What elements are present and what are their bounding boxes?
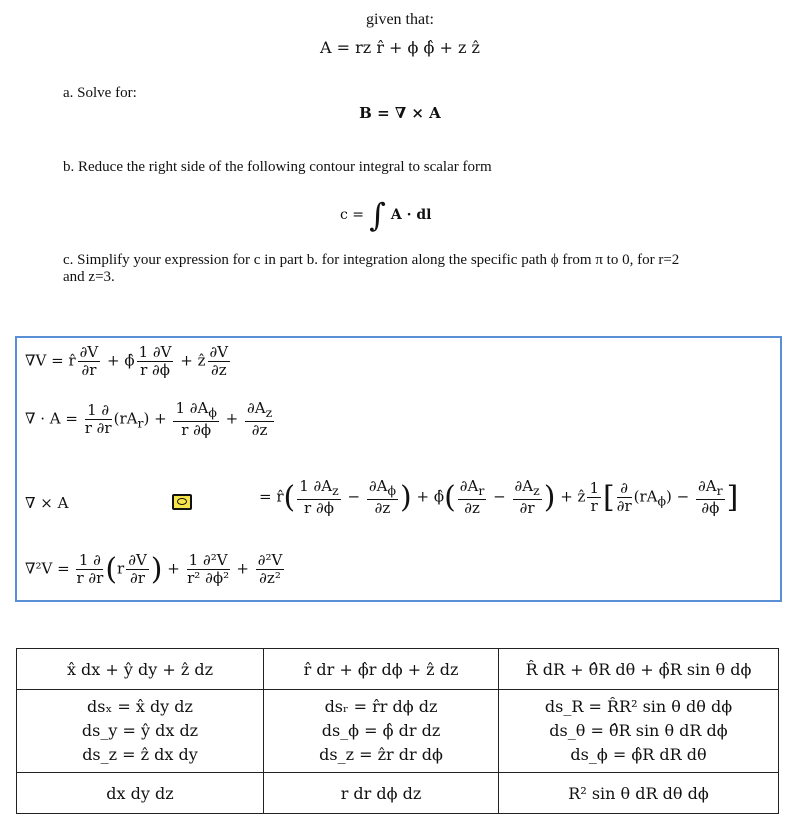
div-body: (rA: [113, 409, 138, 428]
lap-frac-1: $\frac{1 \partial}{r \partial r}$: [76, 551, 104, 587]
cell-line: ds_R = R̂R² sin θ dθ dϕ: [544, 697, 733, 716]
div-frac-2: $\frac{1 \partial A_\phi}{r \partial\phi}$: [175, 399, 217, 439]
paren: (: [105, 552, 118, 587]
vector-identities-box: [15, 336, 782, 602]
lap-lhs: ∇²V =: [25, 559, 70, 578]
lap-frac-2: $\frac{\text{1 ∂²V}}{\text{r² ∂ϕ²}}$: [187, 551, 230, 587]
differentials-table: [16, 648, 779, 814]
plus: +: [180, 351, 193, 370]
given-label: given that:: [366, 11, 434, 28]
part-b-label: b. Reduce the right side of the following contour integral to scalar form: [63, 159, 492, 175]
a-definition: A = rz r̂ + ϕ ϕ̂ + z ẑ: [320, 38, 480, 57]
part-a-equation: B = ∇ × A: [359, 104, 441, 122]
cell-line: dsᵣ = r̂r dϕ dz: [324, 697, 438, 716]
table-cell: dx dy dz: [17, 773, 264, 814]
bracket: ]: [726, 480, 739, 515]
paren: (: [444, 480, 456, 515]
plus: +: [106, 351, 120, 370]
cell-line: ds_θ = θ̂R sin θ dR dϕ: [549, 721, 728, 740]
div-lhs: ∇ · A =: [25, 409, 78, 428]
cell-line: ds_z = ẑ dx dy: [82, 745, 198, 764]
curl-unit-r: = r̂: [259, 487, 284, 506]
table-cell: R̂ dR + θ̂R dθ + ϕ̂R sin θ dϕ: [499, 649, 779, 690]
table-cell: x̂ dx + ŷ dy + ẑ dz: [17, 649, 264, 690]
grad-frac-3: $\frac{\partial V}{\partial z}$: [209, 343, 229, 379]
table-cell: r dr dϕ dz: [264, 773, 499, 814]
divergence-equation: [25, 400, 276, 439]
part-c-line1: c. Simplify your expression for c in part b. for integration along the specific path ϕ from π to 0, for r=2: [63, 252, 680, 268]
part-b-integral: [340, 196, 431, 234]
div-close: ) +: [143, 409, 167, 428]
table-row: [17, 649, 779, 690]
grad-lhs: ∇V =: [25, 351, 64, 370]
laplacian-equation: [25, 552, 286, 587]
gradient-equation: [25, 344, 232, 379]
integrand: A · dl: [390, 207, 432, 223]
curl-frac-6: $\frac{\partial A_r}{\partial\phi}$: [698, 477, 723, 517]
part-c-line2: and z=3.: [63, 269, 115, 285]
lap-frac-inner: $\frac{\partial V}{\partial r}$: [128, 551, 147, 587]
curl-frac-3: $\frac{\partial A_r}{\partial z}$: [459, 477, 485, 517]
grad-unit-phi: ϕ̂: [124, 351, 135, 370]
curl-close: ): [666, 487, 672, 506]
grad-frac-2: $\frac{1 \partial V}{r \partial\phi}$: [138, 343, 172, 379]
part-a-label: a. Solve for:: [63, 85, 137, 101]
curl-frac-z: $\frac{1}{r}$: [589, 479, 599, 515]
plus: +: [167, 559, 180, 578]
table-cell: [499, 690, 779, 773]
bracket: [: [602, 480, 615, 515]
curl-frac-5: $\frac{\partial}{\partial r}$: [616, 479, 632, 515]
curl-lhs: ∇ × A: [25, 494, 69, 512]
grad-unit-z: ẑ: [197, 351, 206, 370]
curl-frac-2: $\frac{\partial A_\phi}{\partial z}$: [368, 477, 396, 517]
grad-unit-r: r̂: [68, 351, 76, 370]
table-cell: [264, 690, 499, 773]
table-cell: R² sin θ dR dθ dϕ: [499, 773, 779, 814]
table-cell: r̂ dr + ϕ̂r dϕ + ẑ dz: [264, 649, 499, 690]
div-frac-3: $\frac{\partial A_z}{\partial z}$: [247, 399, 273, 439]
div-sub: r: [137, 415, 144, 431]
minus: −: [676, 487, 690, 506]
cell-line: ds_z = ẑr dr dϕ: [319, 745, 443, 764]
plus: +: [236, 559, 249, 578]
curl-unit-z: + ẑ: [560, 487, 586, 506]
paren: (: [283, 480, 296, 515]
table-cell: [17, 690, 264, 773]
paren: ): [150, 552, 163, 587]
paren: ): [400, 480, 412, 515]
minus: −: [347, 487, 361, 506]
cell-line: ds_ϕ = ϕ̂R dR dθ: [570, 745, 707, 764]
lap-frac-3: $\frac{\text{∂²V}}{\text{∂z²}}$: [257, 551, 283, 587]
lap-r: r: [117, 559, 125, 578]
curl-frac-4: $\frac{\partial A_z}{\partial r}$: [514, 477, 540, 517]
curl-frac-1: $\frac{1 \partial A_z}{r \partial\phi}$: [299, 477, 339, 517]
cell-line: ds_y = ŷ dx dz: [81, 721, 199, 740]
c-symbol: c =: [340, 207, 365, 223]
cell-line: ds_ϕ = ϕ̂ dr dz: [321, 721, 441, 740]
part-c-text: [63, 252, 763, 286]
integral-sign: ∫: [369, 196, 386, 234]
minus: −: [493, 487, 506, 506]
grad-frac-1: $\frac{\partial V}{\partial r}$: [79, 343, 99, 379]
plus: +: [225, 409, 239, 428]
curl-sub: ϕ: [657, 493, 667, 509]
curl-body: (rA: [633, 487, 658, 506]
table-row: [17, 773, 779, 814]
cell-line: dsₓ = x̂ dy dz: [87, 697, 193, 716]
table-row: [17, 690, 779, 773]
div-frac-1: $\frac{1 \partial}{r \partial r}$: [84, 401, 112, 437]
curl-unit-phi: + ϕ̂: [416, 487, 445, 506]
comment-icon[interactable]: [172, 494, 192, 510]
curl-equation: [259, 478, 738, 517]
paren: ): [543, 480, 556, 515]
